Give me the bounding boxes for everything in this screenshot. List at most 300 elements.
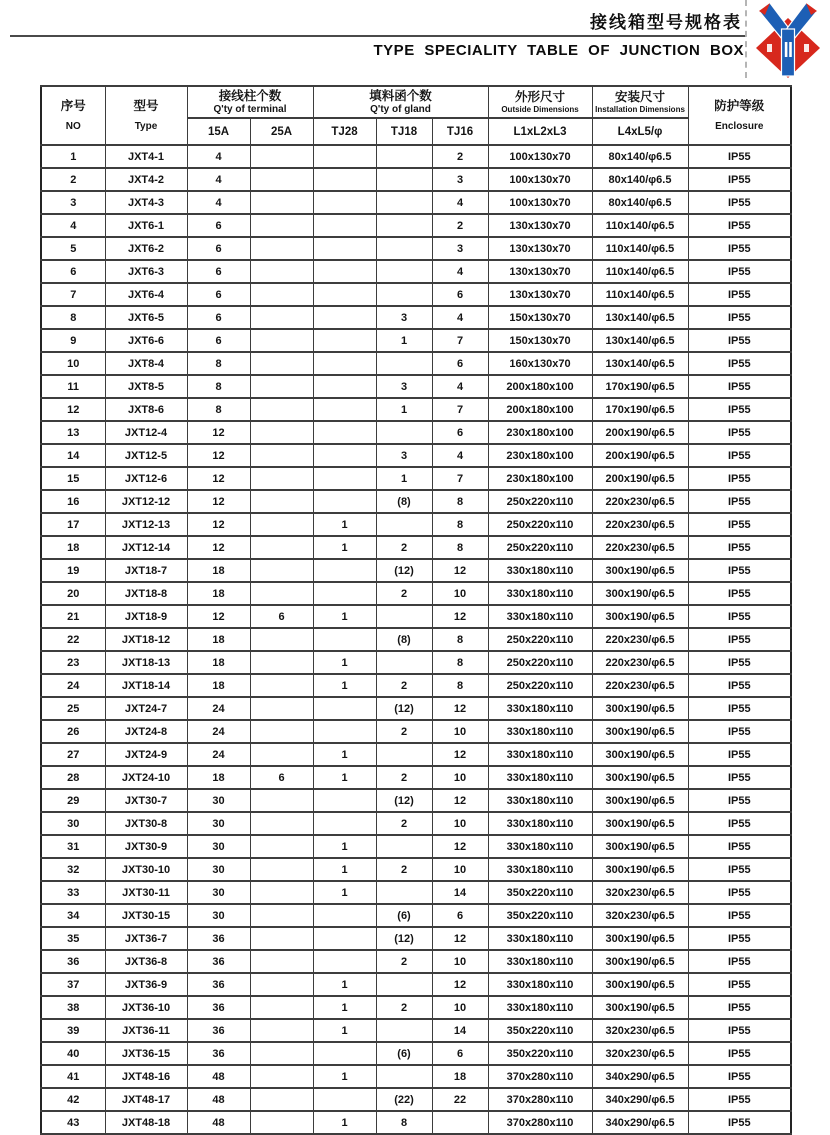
cell-outside: 330x180x110 xyxy=(488,812,592,835)
cell-tj28 xyxy=(313,329,376,352)
cell-a15: 4 xyxy=(187,168,250,191)
cell-enclosure: IP55 xyxy=(688,283,791,306)
cell-tj18: 1 xyxy=(376,398,432,421)
cell-a15: 36 xyxy=(187,1019,250,1042)
cell-install: 220x230/φ6.5 xyxy=(592,628,688,651)
cell-type: JXT24-7 xyxy=(105,697,187,720)
cell-tj28 xyxy=(313,927,376,950)
cell-type: JXT36-8 xyxy=(105,950,187,973)
cell-outside: 200x180x100 xyxy=(488,375,592,398)
cell-tj18 xyxy=(376,1065,432,1088)
cell-a15: 30 xyxy=(187,904,250,927)
cell-tj18 xyxy=(376,145,432,168)
cell-install: 300x190/φ6.5 xyxy=(592,559,688,582)
cell-tj28 xyxy=(313,444,376,467)
cell-no: 2 xyxy=(41,168,105,191)
cell-install: 300x190/φ6.5 xyxy=(592,582,688,605)
cell-install: 300x190/φ6.5 xyxy=(592,835,688,858)
cell-enclosure: IP55 xyxy=(688,674,791,697)
cell-type: JXT18-9 xyxy=(105,605,187,628)
col-header-terminal-group: 接线柱个数 Q'ty of terminal xyxy=(187,86,313,118)
cell-tj28: 1 xyxy=(313,858,376,881)
cell-outside: 130x130x70 xyxy=(488,214,592,237)
cell-no: 31 xyxy=(41,835,105,858)
cell-tj18: (22) xyxy=(376,1088,432,1111)
cell-tj28: 1 xyxy=(313,1019,376,1042)
cell-enclosure: IP55 xyxy=(688,513,791,536)
cell-a25 xyxy=(250,697,313,720)
cell-install: 130x140/φ6.5 xyxy=(592,306,688,329)
cell-outside: 350x220x110 xyxy=(488,1019,592,1042)
cell-install: 170x190/φ6.5 xyxy=(592,398,688,421)
spec-table xyxy=(40,85,792,1135)
cell-outside: 250x220x110 xyxy=(488,490,592,513)
cell-enclosure: IP55 xyxy=(688,605,791,628)
table-row xyxy=(41,628,791,651)
cell-enclosure: IP55 xyxy=(688,490,791,513)
col-header-outside: 外形尺寸 Outside Dimensions xyxy=(488,86,592,118)
cell-a25 xyxy=(250,858,313,881)
cell-outside: 330x180x110 xyxy=(488,927,592,950)
cell-install: 300x190/φ6.5 xyxy=(592,766,688,789)
cell-tj16: 4 xyxy=(432,191,488,214)
cell-install: 110x140/φ6.5 xyxy=(592,214,688,237)
cell-type: JXT12-6 xyxy=(105,467,187,490)
cell-type: JXT30-15 xyxy=(105,904,187,927)
cell-tj16: 12 xyxy=(432,835,488,858)
cell-a15: 18 xyxy=(187,766,250,789)
cell-no: 25 xyxy=(41,697,105,720)
cell-no: 43 xyxy=(41,1111,105,1134)
cell-tj18: 2 xyxy=(376,950,432,973)
cell-enclosure: IP55 xyxy=(688,858,791,881)
cell-install: 220x230/φ6.5 xyxy=(592,490,688,513)
cell-tj18: 2 xyxy=(376,812,432,835)
cell-a15: 8 xyxy=(187,375,250,398)
cell-enclosure: IP55 xyxy=(688,145,791,168)
cell-install: 200x190/φ6.5 xyxy=(592,467,688,490)
cell-a15: 36 xyxy=(187,973,250,996)
cell-no: 7 xyxy=(41,283,105,306)
cell-no: 27 xyxy=(41,743,105,766)
cell-tj16: 12 xyxy=(432,973,488,996)
cell-enclosure: IP55 xyxy=(688,168,791,191)
cell-enclosure: IP55 xyxy=(688,973,791,996)
col-header-15a: 15A xyxy=(187,118,250,145)
cell-type: JXT30-11 xyxy=(105,881,187,904)
table-row xyxy=(41,283,791,306)
table-row xyxy=(41,559,791,582)
table-row xyxy=(41,835,791,858)
cell-a15: 4 xyxy=(187,145,250,168)
english-title: TYPE SPECIALITY TABLE OF JUNCTION BOX xyxy=(373,42,744,59)
cell-tj28 xyxy=(313,306,376,329)
cell-a15: 6 xyxy=(187,260,250,283)
table-row xyxy=(41,651,791,674)
cell-type: JXT36-11 xyxy=(105,1019,187,1042)
cell-tj18: 1 xyxy=(376,467,432,490)
cell-type: JXT4-1 xyxy=(105,145,187,168)
cell-tj16: 8 xyxy=(432,490,488,513)
cell-tj16: 10 xyxy=(432,996,488,1019)
cell-no: 10 xyxy=(41,352,105,375)
cell-tj18 xyxy=(376,973,432,996)
cell-a15: 4 xyxy=(187,191,250,214)
cell-enclosure: IP55 xyxy=(688,559,791,582)
cell-type: JXT36-9 xyxy=(105,973,187,996)
cell-a25 xyxy=(250,421,313,444)
table-row xyxy=(41,260,791,283)
cell-type: JXT18-13 xyxy=(105,651,187,674)
cell-tj16: 4 xyxy=(432,375,488,398)
cell-tj18 xyxy=(376,743,432,766)
cell-a25 xyxy=(250,904,313,927)
cell-type: JXT6-5 xyxy=(105,306,187,329)
table-row xyxy=(41,168,791,191)
table-row xyxy=(41,582,791,605)
cell-outside: 100x130x70 xyxy=(488,145,592,168)
cell-outside: 250x220x110 xyxy=(488,674,592,697)
cell-install: 300x190/φ6.5 xyxy=(592,858,688,881)
cell-tj18: 2 xyxy=(376,766,432,789)
cell-a15: 30 xyxy=(187,789,250,812)
cell-enclosure: IP55 xyxy=(688,950,791,973)
cell-no: 26 xyxy=(41,720,105,743)
table-row xyxy=(41,1019,791,1042)
cell-a25 xyxy=(250,674,313,697)
cell-a15: 12 xyxy=(187,536,250,559)
cell-a25 xyxy=(250,996,313,1019)
cell-enclosure: IP55 xyxy=(688,421,791,444)
cell-tj18 xyxy=(376,1019,432,1042)
cell-outside: 330x180x110 xyxy=(488,950,592,973)
cell-tj16: 12 xyxy=(432,697,488,720)
cell-tj18: (12) xyxy=(376,559,432,582)
cell-install: 300x190/φ6.5 xyxy=(592,812,688,835)
cell-type: JXT30-8 xyxy=(105,812,187,835)
cell-tj28 xyxy=(313,628,376,651)
cell-a15: 30 xyxy=(187,835,250,858)
table-row xyxy=(41,973,791,996)
cell-tj18: 1 xyxy=(376,329,432,352)
cell-install: 170x190/φ6.5 xyxy=(592,375,688,398)
table-row xyxy=(41,1111,791,1134)
cell-install: 300x190/φ6.5 xyxy=(592,605,688,628)
cell-no: 3 xyxy=(41,191,105,214)
cell-type: JXT6-3 xyxy=(105,260,187,283)
table-row xyxy=(41,421,791,444)
cell-tj16: 14 xyxy=(432,881,488,904)
cell-tj18 xyxy=(376,835,432,858)
table-row xyxy=(41,605,791,628)
cell-tj18 xyxy=(376,651,432,674)
cell-enclosure: IP55 xyxy=(688,536,791,559)
cell-install: 80x140/φ6.5 xyxy=(592,145,688,168)
cell-tj28: 1 xyxy=(313,605,376,628)
table-row xyxy=(41,490,791,513)
cell-tj16: 12 xyxy=(432,789,488,812)
cell-type: JXT6-2 xyxy=(105,237,187,260)
table-row xyxy=(41,352,791,375)
cell-no: 32 xyxy=(41,858,105,881)
cell-a15: 12 xyxy=(187,467,250,490)
cell-install: 340x290/φ6.5 xyxy=(592,1111,688,1134)
cell-enclosure: IP55 xyxy=(688,766,791,789)
cell-a15: 8 xyxy=(187,398,250,421)
cell-a25 xyxy=(250,1111,313,1134)
cell-install: 130x140/φ6.5 xyxy=(592,329,688,352)
col-header-tj18: TJ18 xyxy=(376,118,432,145)
cell-no: 41 xyxy=(41,1065,105,1088)
cell-tj16: 7 xyxy=(432,329,488,352)
cell-type: JXT8-4 xyxy=(105,352,187,375)
cell-outside: 130x130x70 xyxy=(488,283,592,306)
cell-tj18: (8) xyxy=(376,628,432,651)
cell-type: JXT24-10 xyxy=(105,766,187,789)
cell-tj16: 6 xyxy=(432,352,488,375)
cell-no: 28 xyxy=(41,766,105,789)
cell-tj18 xyxy=(376,881,432,904)
cell-type: JXT30-7 xyxy=(105,789,187,812)
cell-no: 20 xyxy=(41,582,105,605)
cell-tj28: 1 xyxy=(313,835,376,858)
cell-outside: 350x220x110 xyxy=(488,904,592,927)
cell-tj16: 6 xyxy=(432,283,488,306)
cell-type: JXT4-2 xyxy=(105,168,187,191)
cell-tj16: 6 xyxy=(432,421,488,444)
cell-install: 130x140/φ6.5 xyxy=(592,352,688,375)
cell-a25 xyxy=(250,444,313,467)
cell-outside: 330x180x110 xyxy=(488,835,592,858)
cell-tj16: 10 xyxy=(432,720,488,743)
cell-outside: 330x180x110 xyxy=(488,720,592,743)
cell-a15: 6 xyxy=(187,329,250,352)
cell-tj18: 2 xyxy=(376,720,432,743)
cell-outside: 330x180x110 xyxy=(488,766,592,789)
cell-outside: 150x130x70 xyxy=(488,306,592,329)
cell-tj28: 1 xyxy=(313,536,376,559)
cell-a25 xyxy=(250,973,313,996)
cell-a25 xyxy=(250,352,313,375)
cell-tj28: 1 xyxy=(313,743,376,766)
cell-a15: 12 xyxy=(187,490,250,513)
cell-tj28 xyxy=(313,697,376,720)
table-row xyxy=(41,812,791,835)
cell-type: JXT12-14 xyxy=(105,536,187,559)
cell-type: JXT48-18 xyxy=(105,1111,187,1134)
cell-tj16: 8 xyxy=(432,651,488,674)
cell-type: JXT12-5 xyxy=(105,444,187,467)
cell-a25 xyxy=(250,513,313,536)
cell-tj28 xyxy=(313,467,376,490)
col-header-install: 安装尺寸 Installation Dimensions xyxy=(592,86,688,118)
cell-no: 38 xyxy=(41,996,105,1019)
cell-outside: 130x130x70 xyxy=(488,260,592,283)
cell-a25 xyxy=(250,651,313,674)
cell-tj16: 14 xyxy=(432,1019,488,1042)
table-row xyxy=(41,398,791,421)
cell-enclosure: IP55 xyxy=(688,467,791,490)
table-row xyxy=(41,720,791,743)
cell-no: 6 xyxy=(41,260,105,283)
cell-tj28: 1 xyxy=(313,1065,376,1088)
cell-no: 34 xyxy=(41,904,105,927)
cell-no: 29 xyxy=(41,789,105,812)
cell-tj18 xyxy=(376,214,432,237)
spec-table-header xyxy=(41,86,791,145)
table-row xyxy=(41,1042,791,1065)
table-row xyxy=(41,881,791,904)
cell-tj16: 2 xyxy=(432,145,488,168)
table-row xyxy=(41,927,791,950)
cell-a25 xyxy=(250,536,313,559)
cell-outside: 230x180x100 xyxy=(488,421,592,444)
cell-type: JXT30-10 xyxy=(105,858,187,881)
cell-no: 40 xyxy=(41,1042,105,1065)
cell-type: JXT18-7 xyxy=(105,559,187,582)
cell-tj18 xyxy=(376,237,432,260)
cell-a25 xyxy=(250,720,313,743)
cell-install: 220x230/φ6.5 xyxy=(592,513,688,536)
cell-a25 xyxy=(250,145,313,168)
cell-no: 4 xyxy=(41,214,105,237)
cell-tj16: 4 xyxy=(432,444,488,467)
cell-tj28: 1 xyxy=(313,973,376,996)
col-header-tj16: TJ16 xyxy=(432,118,488,145)
cell-install: 300x190/φ6.5 xyxy=(592,950,688,973)
spec-table-body xyxy=(41,145,791,1134)
cell-outside: 230x180x100 xyxy=(488,467,592,490)
cell-tj16: 3 xyxy=(432,237,488,260)
cell-no: 13 xyxy=(41,421,105,444)
cell-tj16: 8 xyxy=(432,536,488,559)
cell-type: JXT30-9 xyxy=(105,835,187,858)
cell-a15: 12 xyxy=(187,605,250,628)
cell-a15: 6 xyxy=(187,283,250,306)
cell-type: JXT48-17 xyxy=(105,1088,187,1111)
cell-a15: 36 xyxy=(187,950,250,973)
cell-install: 300x190/φ6.5 xyxy=(592,697,688,720)
cell-a25 xyxy=(250,1042,313,1065)
cell-a15: 36 xyxy=(187,1042,250,1065)
cell-outside: 330x180x110 xyxy=(488,582,592,605)
cell-a25 xyxy=(250,950,313,973)
cell-outside: 250x220x110 xyxy=(488,651,592,674)
table-row xyxy=(41,375,791,398)
cell-tj28 xyxy=(313,283,376,306)
cell-install: 320x230/φ6.5 xyxy=(592,1019,688,1042)
cell-a15: 24 xyxy=(187,720,250,743)
cell-install: 320x230/φ6.5 xyxy=(592,881,688,904)
cell-type: JXT36-10 xyxy=(105,996,187,1019)
cell-tj18: (8) xyxy=(376,490,432,513)
cell-type: JXT18-14 xyxy=(105,674,187,697)
cell-enclosure: IP55 xyxy=(688,582,791,605)
cell-a15: 18 xyxy=(187,559,250,582)
col-header-l1l2l3: L1xL2xL3 xyxy=(488,118,592,145)
cell-a25 xyxy=(250,835,313,858)
cell-tj16: 6 xyxy=(432,1042,488,1065)
cell-type: JXT8-5 xyxy=(105,375,187,398)
cell-a15: 48 xyxy=(187,1088,250,1111)
cell-no: 5 xyxy=(41,237,105,260)
table-row xyxy=(41,674,791,697)
cell-a25: 6 xyxy=(250,766,313,789)
cell-type: JXT18-8 xyxy=(105,582,187,605)
table-row xyxy=(41,329,791,352)
cell-tj16: 12 xyxy=(432,927,488,950)
cell-outside: 150x130x70 xyxy=(488,329,592,352)
cell-enclosure: IP55 xyxy=(688,1019,791,1042)
cell-tj18 xyxy=(376,283,432,306)
cell-outside: 330x180x110 xyxy=(488,858,592,881)
cell-tj18: 2 xyxy=(376,582,432,605)
col-header-25a: 25A xyxy=(250,118,313,145)
cell-no: 18 xyxy=(41,536,105,559)
cell-type: JXT36-7 xyxy=(105,927,187,950)
table-row xyxy=(41,950,791,973)
cell-enclosure: IP55 xyxy=(688,812,791,835)
cell-no: 1 xyxy=(41,145,105,168)
cell-type: JXT12-13 xyxy=(105,513,187,536)
cell-a15: 12 xyxy=(187,421,250,444)
cell-a25 xyxy=(250,927,313,950)
table-row xyxy=(41,697,791,720)
table-row xyxy=(41,743,791,766)
cell-a25 xyxy=(250,237,313,260)
col-header-gland-group: 填料函个数 Q'ty of gland xyxy=(313,86,488,118)
col-header-type: 型号 Type xyxy=(105,86,187,145)
cell-install: 320x230/φ6.5 xyxy=(592,1042,688,1065)
cell-outside: 350x220x110 xyxy=(488,881,592,904)
cell-tj16: 8 xyxy=(432,628,488,651)
cell-tj16: 7 xyxy=(432,398,488,421)
cell-a25 xyxy=(250,283,313,306)
cell-install: 110x140/φ6.5 xyxy=(592,260,688,283)
cell-tj28 xyxy=(313,559,376,582)
cell-no: 37 xyxy=(41,973,105,996)
cell-install: 220x230/φ6.5 xyxy=(592,651,688,674)
cell-tj18: 2 xyxy=(376,674,432,697)
cell-no: 33 xyxy=(41,881,105,904)
cell-tj28 xyxy=(313,168,376,191)
cell-type: JXT6-4 xyxy=(105,283,187,306)
cell-enclosure: IP55 xyxy=(688,444,791,467)
table-row xyxy=(41,904,791,927)
cell-install: 220x230/φ6.5 xyxy=(592,674,688,697)
cell-a15: 48 xyxy=(187,1065,250,1088)
cell-tj28: 1 xyxy=(313,766,376,789)
cell-no: 11 xyxy=(41,375,105,398)
cell-no: 36 xyxy=(41,950,105,973)
cell-tj16: 8 xyxy=(432,513,488,536)
cell-outside: 100x130x70 xyxy=(488,191,592,214)
cell-a25 xyxy=(250,375,313,398)
cell-tj18 xyxy=(376,513,432,536)
table-row xyxy=(41,237,791,260)
table-row xyxy=(41,766,791,789)
cell-tj18: (6) xyxy=(376,904,432,927)
cell-tj28 xyxy=(313,398,376,421)
cell-enclosure: IP55 xyxy=(688,743,791,766)
cell-install: 80x140/φ6.5 xyxy=(592,191,688,214)
cell-enclosure: IP55 xyxy=(688,352,791,375)
cell-no: 8 xyxy=(41,306,105,329)
cell-a15: 18 xyxy=(187,628,250,651)
cell-a25 xyxy=(250,1019,313,1042)
cell-outside: 250x220x110 xyxy=(488,513,592,536)
table-row xyxy=(41,789,791,812)
